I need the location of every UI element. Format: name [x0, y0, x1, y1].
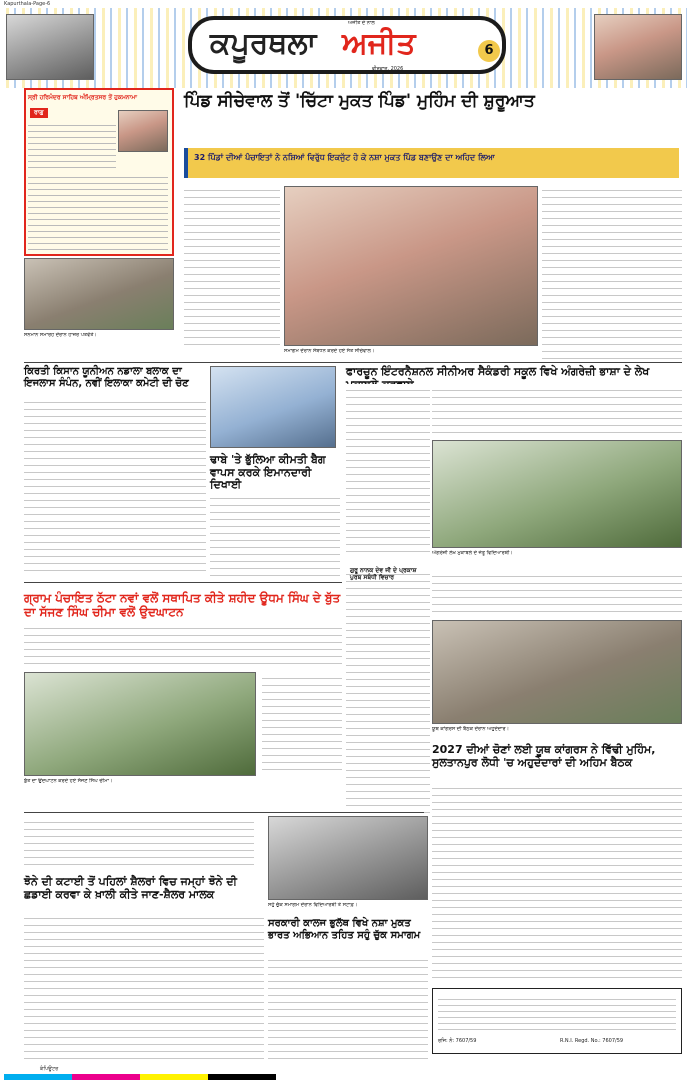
page-slug: Kapurthala-Page-6: [4, 1, 51, 7]
udham-body-2: [262, 672, 342, 776]
masthead-photo-left: [6, 14, 94, 80]
middle-column-body: [346, 568, 430, 814]
lead-headline: ਪਿੰਡ ਸੀਚੇਵਾਲ ਤੋਂ 'ਚਿੱਟਾ ਮੁਕਤ ਪਿੰਡ' ਮੁਹਿੰਮ ਦੀ ਸ਼ੁਰੂਆਤ: [184, 91, 535, 111]
bag-headline: ਢਾਬੇ 'ਤੇ ਭੁੱਲਿਆ ਕੀਮਤੀ ਬੈਗ ਵਾਪਸ ਕਰਕੇ ਇਮਾਨਦਾਰੀ ਦਿਖਾਈ: [210, 453, 326, 492]
masthead-date: ਵੀਰਵਾਰ, 2026: [372, 66, 404, 72]
color-registration-bar: [4, 1074, 684, 1080]
bag-photo: [210, 366, 336, 448]
masthead-title-right: ਅਜੀਤ: [342, 26, 416, 61]
caption-group-left: ਸਨਮਾਨ ਸਮਾਰੋਹ ਦੌਰਾਨ ਹਾਜ਼ਰ ਪਤਵੰਤੇ।: [24, 332, 97, 338]
hukamnama-badge: ਰਾਗੁ: [30, 108, 48, 118]
photo-group-left: [24, 258, 174, 330]
imprint-reg-punjabi: ਰਜਿ: ਨੰ: 7607/59: [438, 1038, 477, 1044]
shaller-body-top: [24, 816, 254, 868]
fortune-school-photo: [432, 440, 682, 548]
fortune-school-body-2: [432, 384, 682, 436]
college-headline: ਸਰਕਾਰੀ ਕਾਲਜ ਭੁਲੱਥ ਵਿਖੇ ਨਸ਼ਾ ਮੁਕਤ ਭਾਰਤ ਅਭਿਆਨ ਤਹਿਤ ਸਹੁੰ ਚੁੱਕ ਸਮਾਗਮ: [268, 918, 421, 941]
college-body: [268, 954, 428, 1060]
hukamnama-translation: [28, 172, 168, 252]
imprint-text: [438, 994, 676, 1034]
hukamnama-text: [28, 120, 116, 168]
kisan-headline: ਕਿਰਤੀ ਕਿਸਾਨ ਯੂਨੀਅਨ ਨਡਾਲਾ ਬਲਾਕ ਦਾ ਇਜਲਾਸ ਸੰਪੰਨ, ਨਵੀਂ ਇਲਾਕਾ ਕਮੇਟੀ ਦੀ ਚੋਣ: [24, 366, 189, 389]
caption-udham: ਬੁੱਤ ਦਾ ਉਦਘਾਟਨ ਕਰਦੇ ਹੋਏ ਸੱਜਣ ਸਿੰਘ ਚੀਮਾ।: [24, 778, 113, 784]
lead-photo: [284, 186, 538, 346]
udham-headline: ਗ੍ਰਾਮ ਪੰਚਾਇਤ ਠੱਟਾ ਨਵਾਂ ਵਲੋਂ ਸਥਾਪਿਤ ਕੀਤੇ ਸ਼ਹੀਦ ਊਧਮ ਸਿੰਘ ਦੇ ਬੁੱਤ ਦਾ ਸੱਜਣ ਸਿੰਘ ਚੀਮਾ ਵਲੋਂ ਉਦਘਾਟਨ: [24, 591, 341, 619]
page-number: 6: [478, 40, 500, 62]
lead-subhead: 32 ਪਿੰਡਾਂ ਦੀਆਂ ਪੰਚਾਇਤਾਂ ਨੇ ਨਸ਼ਿਆਂ ਵਿਰੁੱਧ ਇਕਜੁੱਟ ਹੋ ਕੇ ਨਸ਼ਾ ਮੁਕਤ ਪਿੰਡ ਬਣਾਉਣ ਦਾ ਅਹਿਦ ਲਿਆ: [194, 153, 495, 162]
youth-congress-body: [432, 782, 682, 982]
caption-lead: ਸਮਾਗਮ ਦੌਰਾਨ ਸੰਬੋਧਨ ਕਰਦੇ ਹੋਏ ਸੰਤ ਸੀਚੇਵਾਲ।: [284, 348, 375, 354]
edition-tag: ਅਜੀਤ ਦੇ ਨਾਲ: [348, 20, 375, 26]
udham-body: [24, 622, 342, 666]
lead-body-col1: [184, 184, 280, 350]
masthead-photo-right: [594, 14, 682, 80]
masthead-title-left: ਕਪੂਰਥਲਾ: [210, 26, 317, 61]
divider-3: [24, 812, 424, 813]
shaller-headline: ਝੋਨੇ ਦੀ ਕਟਾਈ ਤੋਂ ਪਹਿਲਾਂ ਸ਼ੈਲਰਾਂ ਵਿਚ ਜਮ੍ਹਾਂ ਝੋਨੇ ਦੀ ਛਡਾਈ ਕਰਵਾ ਕੇ ਖ਼ਾਲੀ ਕੀਤੇ ਜਾਣ-ਸ਼ੈਲਰ ਮਾਲਕ: [24, 875, 237, 901]
bag-body: [210, 492, 340, 576]
middle-column-headline: ਗੁਰੂ ਨਾਨਕ ਦੇਵ ਜੀ ਦੇ ਪ੍ਰਕਾਸ਼ ਪੁਰਬ ਸਬੰਧੀ ਵਿਚਾਰ: [350, 567, 417, 581]
divider-2: [24, 582, 342, 583]
shaller-body: [24, 912, 264, 1060]
caption-fortune-school: ਅੰਗਰੇਜ਼ੀ ਲੇਖ ਮੁਕਾਬਲੇ ਦੇ ਜੇਤੂ ਵਿਦਿਆਰਥੀ।: [432, 550, 513, 556]
imprint-reg-english: R.N.I. Regd. No.: 7607/59: [560, 1038, 624, 1044]
youth-congress-headline: 2027 ਦੀਆਂ ਚੋਣਾਂ ਲਈ ਯੂਥ ਕਾਂਗਰਸ ਨੇ ਵਿੱਢੀ ਮੁਹਿੰਮ, ਸੁਲਤਾਨਪੁਰ ਲੋਧੀ 'ਚ ਅਹੁਦੇਦਾਰਾਂ ਦੀ ਅਹਿਮ ਬੈਠਕ: [432, 743, 656, 769]
lead-body-col2: [542, 184, 682, 360]
divider-1: [24, 362, 682, 363]
fortune-school-body: [346, 384, 430, 556]
caption-college: ਸਹੁੰ ਚੁੱਕ ਸਮਾਗਮ ਦੌਰਾਨ ਵਿਦਿਆਰਥੀ ਤੇ ਸਟਾਫ਼।: [268, 902, 358, 908]
youth-congress-body-top: [432, 570, 682, 616]
caption-youth-congress: ਯੂਥ ਕਾਂਗਰਸ ਦੀ ਬੈਠਕ ਦੌਰਾਨ ਅਹੁਦੇਦਾਰ।: [432, 726, 510, 732]
kisan-body: [24, 396, 206, 576]
youth-congress-photo: [432, 620, 682, 724]
fortune-school-headline: ਫਾਰਚੂਨ ਇੰਟਰਨੈਸ਼ਨਲ ਸੀਨੀਅਰ ਸੈਕੰਡਰੀ ਸਕੂਲ ਵਿਖੇ ਅੰਗਰੇਜ਼ੀ ਭਾਸ਼ਾ ਦੇ ਲੇਖ: [346, 365, 650, 378]
udham-photo: [24, 672, 256, 776]
golden-temple-photo: [118, 110, 168, 152]
college-photo: [268, 816, 428, 900]
footer-label: ਕੰਪਿਊਟਰ: [40, 1066, 59, 1072]
hukamnama-title: ਸ੍ਰੀ ਹਰਿਮੰਦਰ ਸਾਹਿਬ ਅੰਮ੍ਰਿਤਸਰ ਤੋਂ ਹੁਕਮਨਾਮਾ: [28, 94, 138, 101]
